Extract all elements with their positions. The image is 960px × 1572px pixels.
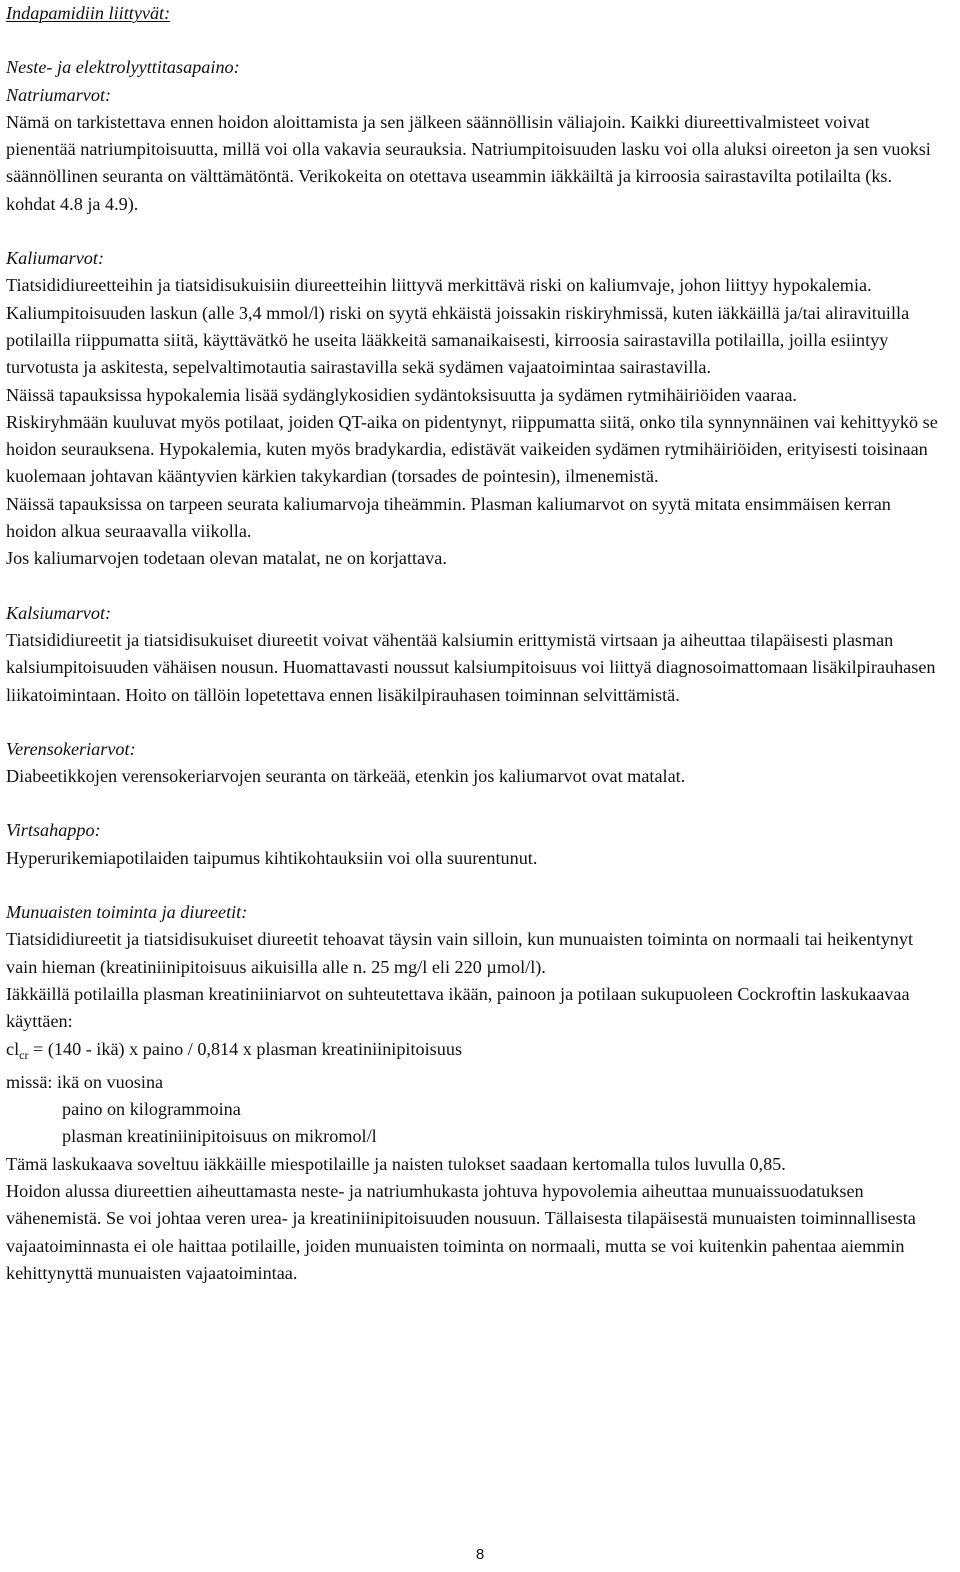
- glucose-title: Verensokeriarvot:: [6, 738, 136, 759]
- formula-creatinine-line: plasman kreatiniinipitoisuus on mikromol/l: [62, 1126, 377, 1147]
- calcium-paragraph: Tiatsididiureetit ja tiatsidisukuiset diureetit voivat vähentää kalsiumin erittymistä virtsaan ja aiheuttaa tilapäisesti plasman kalsiumpitoisuuden vähäisen nousun. Huomattavasti noussut kalsiumpitoisuus voi liittyä diagnosoimattomaan lisäkilpirauhasen liikatoimintaan. Hoito on tällöin lopetettava ennen lisäkilpirauhasen toiminnan selvittämistä.: [6, 629, 936, 705]
- section-heading: Indapamidiin liittyvät:: [6, 3, 171, 23]
- spacer: [6, 709, 942, 736]
- potassium-title: Kaliumarvot:: [6, 248, 105, 269]
- potassium-paragraph-4: Näissä tapauksissa on tarpeen seurata kaliumarvoja tiheämmin. Plasman kaliumarvot on syytä mitata ensimmäisen kerran hoidon alkua seuraavalla viikolla.: [6, 493, 891, 542]
- potassium-paragraph-1: Tiatsididiureetteihin ja tiatsidisukuisiin diureetteihin liittyvä merkittävä riski on kaliumvaje, johon liittyy hypokalemia. Kaliumpitoisuuden laskun (alle 3,4 mmol/l) riski on syytä ehkäistä joissakin riskiryhmissä, kuten iäkkäillä ja/tai aliravituilla potilailla riippumatta siitä, käyttävätkö he useita lääkkeitä samanaikaisesti, kirroosia sairastavilla potilailla, joilla esiintyy turvotusta ja askitesta, sepelvaltimotautia sairastavilla sekä sydämen vajaatoimintaa sairastavilla.: [6, 275, 910, 378]
- formula-expression: = (140 - ikä) x paino / 0,814 x plasman kreatiniinipitoisuus: [28, 1038, 463, 1059]
- renal-paragraph-2: Iäkkäillä potilailla plasman kreatiniiniarvot on suhteutettava ikään, painoon ja potilaan sukupuoleen Cockroftin laskukaavaa käyttäen:: [6, 983, 910, 1032]
- document-page: [6, 0, 942, 1287]
- renal-paragraph-1: Tiatsididiureetit ja tiatsidisukuiset diureetit tehoavat täysin vain silloin, kun munuaisten toiminta on normaali tai heikentynyt vain hieman (kreatiniinipitoisuus aikuisilla alle n. 25 mg/l eli 220 µmol/l).: [6, 929, 914, 977]
- page-number: 8: [475, 1546, 485, 1563]
- glucose-paragraph: Diabeetikkojen verensokeriarvojen seuranta on tärkeää, etenkin jos kaliumarvot ovat matalat.: [6, 766, 686, 787]
- formula-where-line: missä: ikä on vuosina: [6, 1071, 164, 1092]
- renal-title: Munuaisten toiminta ja diureetit:: [6, 902, 248, 923]
- formula-weight-line: paino on kilogrammoina: [62, 1099, 241, 1120]
- formula-subscript: cr: [19, 1047, 29, 1062]
- spacer: [6, 27, 942, 54]
- sodium-title: Natriumarvot:: [6, 84, 112, 105]
- spacer: [6, 872, 942, 899]
- formula-variable: cl: [6, 1038, 20, 1059]
- spacer: [6, 790, 942, 817]
- spacer: [6, 573, 942, 600]
- cockroft-formula: [6, 1036, 942, 1069]
- uric-acid-title: Virtsahappo:: [6, 820, 101, 841]
- sodium-paragraph: Nämä on tarkistettava ennen hoidon aloittamista ja sen jälkeen säännöllisin väliajoin. Kaikki diureettivalmisteet voivat pienentää natriumpitoisuutta, millä voi olla vakavia seurauksia. Natriumpitoisuuden lasku voi olla aluksi oireeton ja sen vuoksi säännöllinen seuranta on välttämätöntä. Verikokeita on otettava useammin iäkkäiltä ja kirroosia sairastavilta potilailta (ks. kohdat 4.8 ja 4.9).: [6, 111, 931, 214]
- renal-paragraph-3: Tämä laskukaava soveltuu iäkkäille miespotilaille ja naisten tulokset saadaan kertomalla tulos luvulla 0,85.: [6, 1153, 786, 1174]
- calcium-title: Kalsiumarvot:: [6, 602, 112, 623]
- renal-paragraph-4: Hoidon alussa diureettien aiheuttamasta neste- ja natriumhukasta johtuva hypovolemia aiheuttaa munuaissuodatuksen vähenemistä. Se voi johtaa veren urea- ja kreatiniinipitoisuuden nousuun. Tällaisesta tilapäisestä munuaisten toiminnallisesta vajaatoiminnasta ei ole haittaa potilaille, joiden munuaisten toiminta on normaali, mutta se voi kuitenkin pahentaa aiemmin kehittynyttä munuaisten vajaatoimintaa.: [6, 1180, 916, 1283]
- potassium-paragraph-3: Riskiryhmään kuuluvat myös potilaat, joiden QT-aika on pidentynyt, riippumatta siitä, onko tila synnynnäinen vai kehittyykö se hoidon seurauksena. Hypokalemia, kuten myös bradykardia, edistävät vaikeiden sydämen rytmihäiriöiden, erityisesti toisinaan kuolemaan johtavan kääntyvien kärkien takykardian (torsades de pointesin), ilmenemistä.: [6, 411, 938, 487]
- potassium-paragraph-5: Jos kaliumarvojen todetaan olevan matalat, ne on korjattava.: [6, 548, 447, 569]
- fluid-balance-title: Neste- ja elektrolyyttitasapaino:: [6, 57, 240, 78]
- spacer: [6, 218, 942, 245]
- potassium-paragraph-2: Näissä tapauksissa hypokalemia lisää sydänglykosidien sydäntoksisuutta ja sydämen rytmihäiriöiden vaaraa.: [6, 384, 797, 405]
- uric-acid-paragraph: Hyperurikemiapotilaiden taipumus kihtikohtauksiin voi olla suurentunut.: [6, 847, 538, 868]
